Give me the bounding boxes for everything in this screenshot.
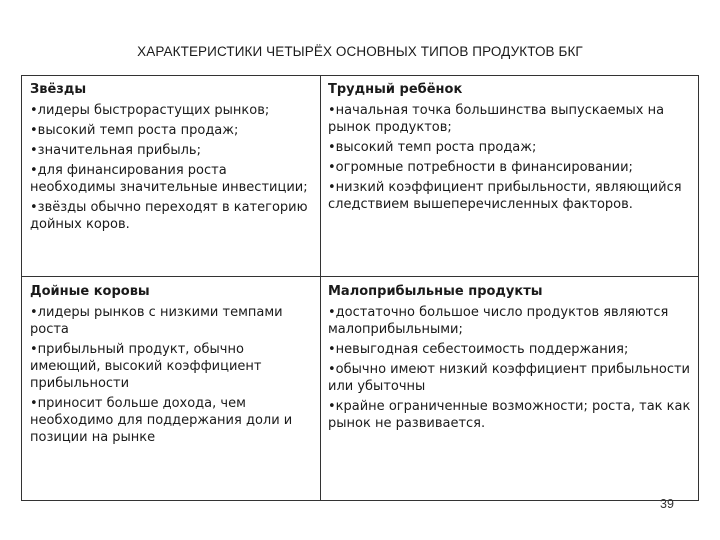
- list-item: •лидеры рынков с низкими темпами роста: [30, 305, 283, 337]
- quadrant-heading: Дойные коровы: [30, 284, 150, 299]
- list-item: •для финансирования роста необходимы значительные инвестиции;: [30, 163, 308, 195]
- list-item: •достаточно большое число продуктов являются малоприбыльными;: [328, 305, 669, 337]
- list-item: •обычно имеют низкий коэффициент прибыльности или убыточны: [328, 362, 691, 394]
- quadrant-stars: [30, 81, 314, 236]
- table-vertical-divider: [320, 76, 321, 500]
- list-item: •лидеры быстрорастущих рынков;: [30, 103, 270, 118]
- page-number: 39: [660, 497, 674, 511]
- quadrant-heading: Трудный ребёнок: [328, 82, 463, 97]
- quadrant-list: [30, 102, 314, 233]
- table-horizontal-divider: [22, 276, 698, 277]
- list-item: •высокий темп роста продаж;: [328, 140, 537, 155]
- quadrant-list: [328, 304, 694, 432]
- list-item: •огромные потребности в финансировании;: [328, 160, 633, 175]
- quadrant-heading: Звёзды: [30, 82, 87, 97]
- bcg-characteristics-table: [21, 75, 699, 501]
- list-item: •высокий темп роста продаж;: [30, 123, 239, 138]
- quadrant-list: [328, 102, 694, 213]
- list-item: •значительная прибыль;: [30, 143, 201, 158]
- list-item: •приносит больше дохода, чем необходимо для поддержания доли и позиции на рынке: [30, 396, 293, 445]
- list-item: •начальная точка большинства выпускаемых на рынок продуктов;: [328, 103, 665, 135]
- list-item: •звёзды обычно переходят в категорию дойных коров.: [30, 200, 308, 232]
- list-item: •крайне ограниченные возможности; роста, так как рынок не развивается.: [328, 399, 691, 431]
- slide-title: ХАРАКТЕРИСТИКИ ЧЕТЫРЁХ ОСНОВНЫХ ТИПОВ ПРОДУКТОВ БКГ: [137, 44, 583, 59]
- quadrant-problem-child: [328, 81, 694, 216]
- list-item: •невыгодная себестоимость поддержания;: [328, 342, 629, 357]
- quadrant-heading: Малоприбыльные продукты: [328, 284, 543, 299]
- quadrant-list: [30, 304, 314, 446]
- quadrant-cash-cows: [30, 283, 314, 449]
- quadrant-dogs: [328, 283, 694, 435]
- list-item: •низкий коэффициент прибыльности, являющийся следствием вышеперечисленных факторов.: [328, 180, 682, 212]
- list-item: •прибыльный продукт, обычно имеющий, высокий коэффициент прибыльности: [30, 342, 262, 391]
